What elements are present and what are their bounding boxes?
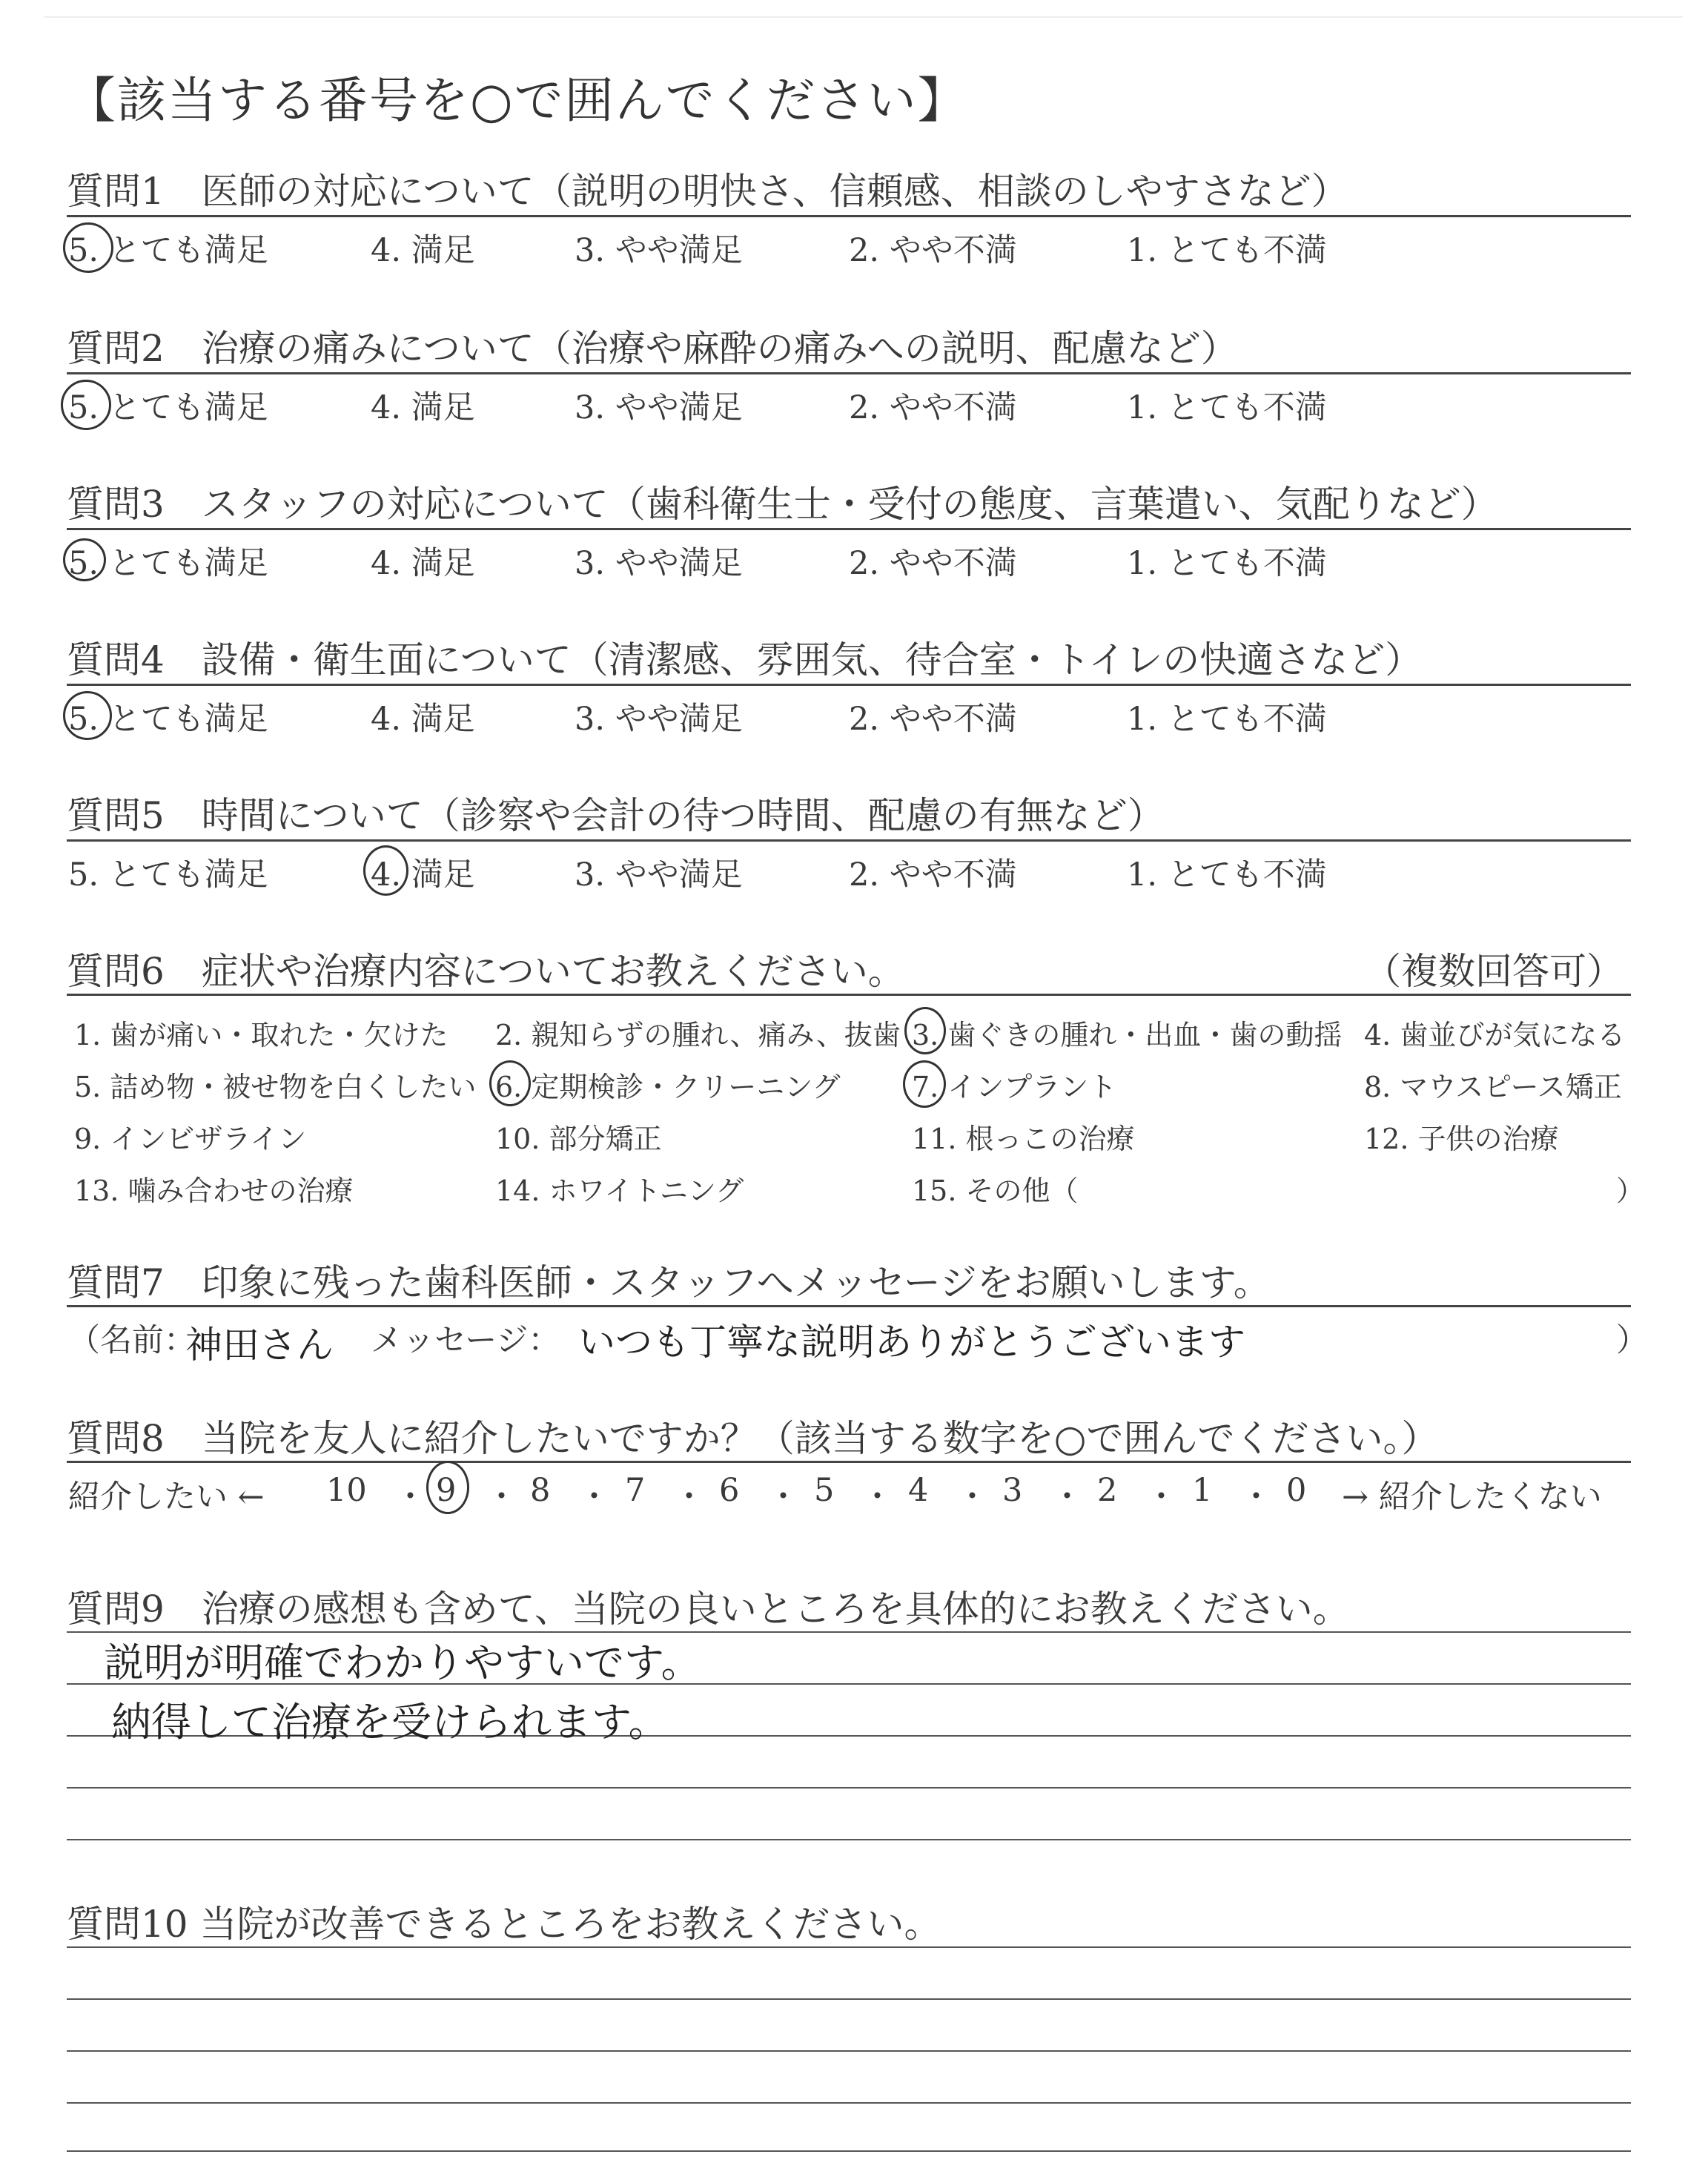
selection-circle bbox=[363, 845, 408, 896]
symptom-item[interactable]: 2. 親知らずの腫れ、痛み、抜歯 bbox=[495, 1019, 901, 1051]
message-label: メッセージ： bbox=[371, 1322, 560, 1359]
option-3[interactable]: 3. やや満足 bbox=[575, 701, 743, 738]
scale-dot: ・ bbox=[956, 1479, 988, 1516]
selection-circle bbox=[63, 538, 106, 581]
option-2[interactable]: 2. やや不満 bbox=[849, 701, 1017, 738]
option-5[interactable]: 5. とても満足 bbox=[68, 232, 268, 269]
selection-circle bbox=[61, 380, 111, 430]
scale-dot: ・ bbox=[486, 1479, 517, 1516]
answer-line bbox=[67, 2102, 1631, 2104]
answer-line bbox=[67, 1787, 1631, 1789]
question-8-rule bbox=[67, 1461, 1631, 1463]
symptom-item[interactable]: 13. 噛み合わせの治療 bbox=[74, 1175, 354, 1207]
scale-dot: ・ bbox=[1240, 1479, 1272, 1516]
scale-left-label: 紹介したい ← bbox=[68, 1479, 265, 1516]
other-close-paren: ） bbox=[1616, 1175, 1645, 1207]
option-5[interactable]: 5. とても満足 bbox=[68, 545, 268, 582]
answer-line bbox=[67, 1998, 1631, 2000]
scale-value[interactable]: 0 bbox=[1286, 1472, 1307, 1509]
question-4-title: 質問4 設備・衛生面について（清潔感、雰囲気、待合室・トイレの快適さなど） bbox=[67, 638, 1423, 681]
scale-value[interactable]: 9 bbox=[436, 1472, 457, 1509]
symptom-item[interactable]: 11. 根っこの治療 bbox=[912, 1123, 1135, 1155]
symptom-item[interactable]: 5. 詰め物・被せ物を白くしたい bbox=[74, 1071, 477, 1103]
scale-dot: ・ bbox=[861, 1479, 893, 1516]
symptom-item[interactable]: 12. 子供の治療 bbox=[1364, 1123, 1559, 1155]
question-6-rule bbox=[67, 994, 1631, 996]
symptom-item[interactable]: 3. 歯ぐきの腫れ・出血・歯の動揺 bbox=[912, 1019, 1343, 1051]
instructions-header: 【該当する番号を○で囲んでください】 bbox=[67, 72, 968, 129]
option-4[interactable]: 4. 満足 bbox=[371, 701, 475, 738]
answer-line bbox=[67, 1946, 1631, 1948]
option-2[interactable]: 2. やや不満 bbox=[849, 856, 1017, 894]
symptom-item[interactable]: 4. 歯並びが気になる bbox=[1364, 1019, 1626, 1051]
question-3-title: 質問3 スタッフの対応について（歯科衛生士・受付の態度、言葉遣い、気配りなど） bbox=[67, 483, 1498, 526]
question-7-title: 質問7 印象に残った歯科医師・スタッフへメッセージをお願いします。 bbox=[67, 1261, 1271, 1304]
scale-dot: ・ bbox=[1145, 1479, 1177, 1516]
symptom-item[interactable]: 6. 定期検診・クリーニング bbox=[495, 1071, 841, 1103]
question-10-title: 質問10 当院が改善できるところをお教えください。 bbox=[67, 1903, 941, 1946]
scale-value[interactable]: 4 bbox=[908, 1472, 929, 1509]
name-label: （名前： bbox=[68, 1322, 196, 1359]
answer-line bbox=[67, 2150, 1631, 2152]
question-3-rule bbox=[67, 528, 1631, 530]
scale-dot: ・ bbox=[673, 1479, 705, 1516]
option-4[interactable]: 4. 満足 bbox=[371, 232, 475, 269]
symptom-item[interactable]: 15. その他（ bbox=[912, 1175, 1079, 1207]
question-5-title: 質問5 時間について（診察や会計の待つ時間、配慮の有無など） bbox=[67, 794, 1165, 837]
message-close-paren: ） bbox=[1616, 1322, 1648, 1359]
scale-dot: ・ bbox=[578, 1479, 610, 1516]
scale-value[interactable]: 3 bbox=[1002, 1472, 1023, 1509]
option-1[interactable]: 1. とても不満 bbox=[1127, 545, 1327, 582]
question-5-rule bbox=[67, 839, 1631, 842]
symptom-item[interactable]: 14. ホワイトニング bbox=[495, 1175, 744, 1207]
option-3[interactable]: 3. やや満足 bbox=[575, 856, 743, 894]
message-handwritten[interactable]: いつも丁寧な説明ありがとうございます bbox=[578, 1321, 1245, 1364]
selection-circle bbox=[903, 1060, 946, 1108]
option-4[interactable]: 4. 満足 bbox=[371, 545, 475, 582]
question-1-title: 質問1 医師の対応について（説明の明快さ、信頼感、相談のしやすさなど） bbox=[67, 170, 1348, 213]
option-5[interactable]: 5. とても満足 bbox=[68, 856, 268, 894]
option-2[interactable]: 2. やや不満 bbox=[849, 232, 1017, 269]
question-7-rule bbox=[67, 1305, 1631, 1307]
scale-dot: ・ bbox=[767, 1479, 799, 1516]
name-handwritten[interactable]: 神田さん bbox=[185, 1324, 334, 1367]
option-2[interactable]: 2. やや不満 bbox=[849, 389, 1017, 426]
scale-value[interactable]: 6 bbox=[719, 1472, 740, 1509]
scale-value[interactable]: 1 bbox=[1192, 1472, 1213, 1509]
selection-circle bbox=[426, 1461, 469, 1514]
option-3[interactable]: 3. やや満足 bbox=[575, 545, 743, 582]
answer-line bbox=[67, 1839, 1631, 1840]
option-5[interactable]: 5. とても満足 bbox=[68, 701, 268, 738]
question-6-note: （複数回答可） bbox=[1364, 950, 1623, 993]
symptom-item[interactable]: 10. 部分矯正 bbox=[495, 1123, 662, 1155]
question-4-rule bbox=[67, 684, 1631, 686]
question-1-rule bbox=[67, 215, 1631, 217]
handwritten-answer[interactable]: 納得して治療を受けられます。 bbox=[111, 1699, 669, 1745]
option-1[interactable]: 1. とても不満 bbox=[1127, 389, 1327, 426]
scale-value[interactable]: 7 bbox=[625, 1472, 646, 1509]
option-3[interactable]: 3. やや満足 bbox=[575, 232, 743, 269]
option-1[interactable]: 1. とても不満 bbox=[1127, 232, 1327, 269]
scale-value[interactable]: 2 bbox=[1097, 1472, 1118, 1509]
question-6-title: 質問6 症状や治療内容についてお教えください。 bbox=[67, 950, 905, 993]
scale-dot: ・ bbox=[1051, 1479, 1083, 1516]
scale-right-label: → 紹介したくない bbox=[1342, 1479, 1602, 1516]
selection-circle bbox=[63, 691, 112, 740]
option-1[interactable]: 1. とても不満 bbox=[1127, 701, 1327, 738]
handwritten-answer[interactable]: 説明が明確でわかりやすいです。 bbox=[104, 1639, 701, 1686]
question-8-title: 質問8 当院を友人に紹介したいですか？（該当する数字を○で囲んでください。） bbox=[67, 1417, 1439, 1460]
selection-circle bbox=[904, 1007, 946, 1054]
scale-value[interactable]: 8 bbox=[530, 1472, 551, 1509]
option-2[interactable]: 2. やや不満 bbox=[849, 545, 1017, 582]
question-9-title: 質問9 治療の感想も含めて、当院の良いところを具体的にお教えください。 bbox=[67, 1588, 1350, 1631]
selection-circle bbox=[63, 222, 113, 273]
top-border bbox=[44, 16, 1683, 18]
answer-line bbox=[67, 2050, 1631, 2052]
option-3[interactable]: 3. やや満足 bbox=[575, 389, 743, 426]
option-4[interactable]: 4. 満足 bbox=[371, 856, 475, 894]
question-2-title: 質問2 治療の痛みについて（治療や麻酔の痛みへの説明、配慮など） bbox=[67, 327, 1238, 370]
scale-value[interactable]: 10 bbox=[326, 1472, 367, 1509]
option-5[interactable]: 5. とても満足 bbox=[68, 389, 268, 426]
symptom-item[interactable]: 9. インビザライン bbox=[74, 1123, 307, 1155]
option-1[interactable]: 1. とても不満 bbox=[1127, 856, 1327, 894]
scale-value[interactable]: 5 bbox=[814, 1472, 835, 1509]
symptom-item[interactable]: 1. 歯が痛い・取れた・欠けた bbox=[74, 1019, 448, 1051]
question-2-rule bbox=[67, 372, 1631, 374]
symptom-item[interactable]: 7. インプラント bbox=[912, 1071, 1117, 1103]
symptom-item[interactable]: 8. マウスピース矯正 bbox=[1364, 1071, 1622, 1103]
option-4[interactable]: 4. 満足 bbox=[371, 389, 475, 426]
scale-dot: ・ bbox=[394, 1479, 426, 1516]
selection-circle bbox=[489, 1060, 531, 1106]
